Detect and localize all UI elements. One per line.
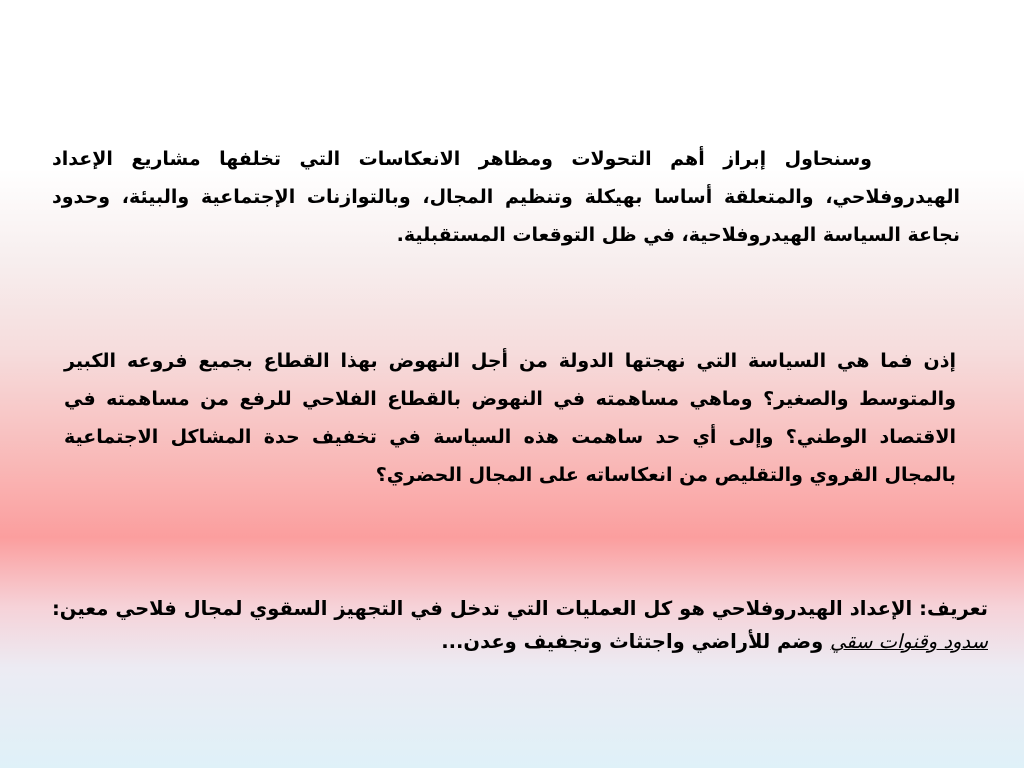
definition-lead: تعريف: الإعداد الهيدروفلاحي هو كل العمليات التي تدخل في التجهيز السقوي لمجال فلاحي معين: — [52, 597, 988, 620]
definition-tail: وضم للأراضي واجتثاث وتجفيف وعدن... — [441, 630, 830, 653]
definition-emphasis: سدود وقنوات سقي — [830, 630, 988, 653]
definition-paragraph — [52, 592, 988, 658]
intro-paragraph: وسنحاول إبراز أهم التحولات ومظاهر الانعكاسات التي تخلفها مشاريع الإعداد الهيدروفلاحي، والمتعلقة أساسا بهيكلة وتنظيم المجال، وبالتوازنات الإجتماعية والبيئة، وحدود نجاعة السياسة الهيدروفلاحية، في ظل التوقعات المستقبلية. — [52, 148, 960, 246]
questions-paragraph: إذن فما هي السياسة التي نهجتها الدولة من أجل النهوض بهذا القطاع بجميع فروعه الكبير والمتوسط والصغير؟ وماهي مساهمته في النهوض بالقطاع الفلاحي للرفع من مساهمته في الاقتصاد الوطني؟ وإلى أي حد ساهمت هذه السياسة في تخفيف حدة المشاكل الاجتماعية بالمجال القروي والتقليص من انعكاساته على المجال الحضري؟ — [64, 350, 956, 486]
